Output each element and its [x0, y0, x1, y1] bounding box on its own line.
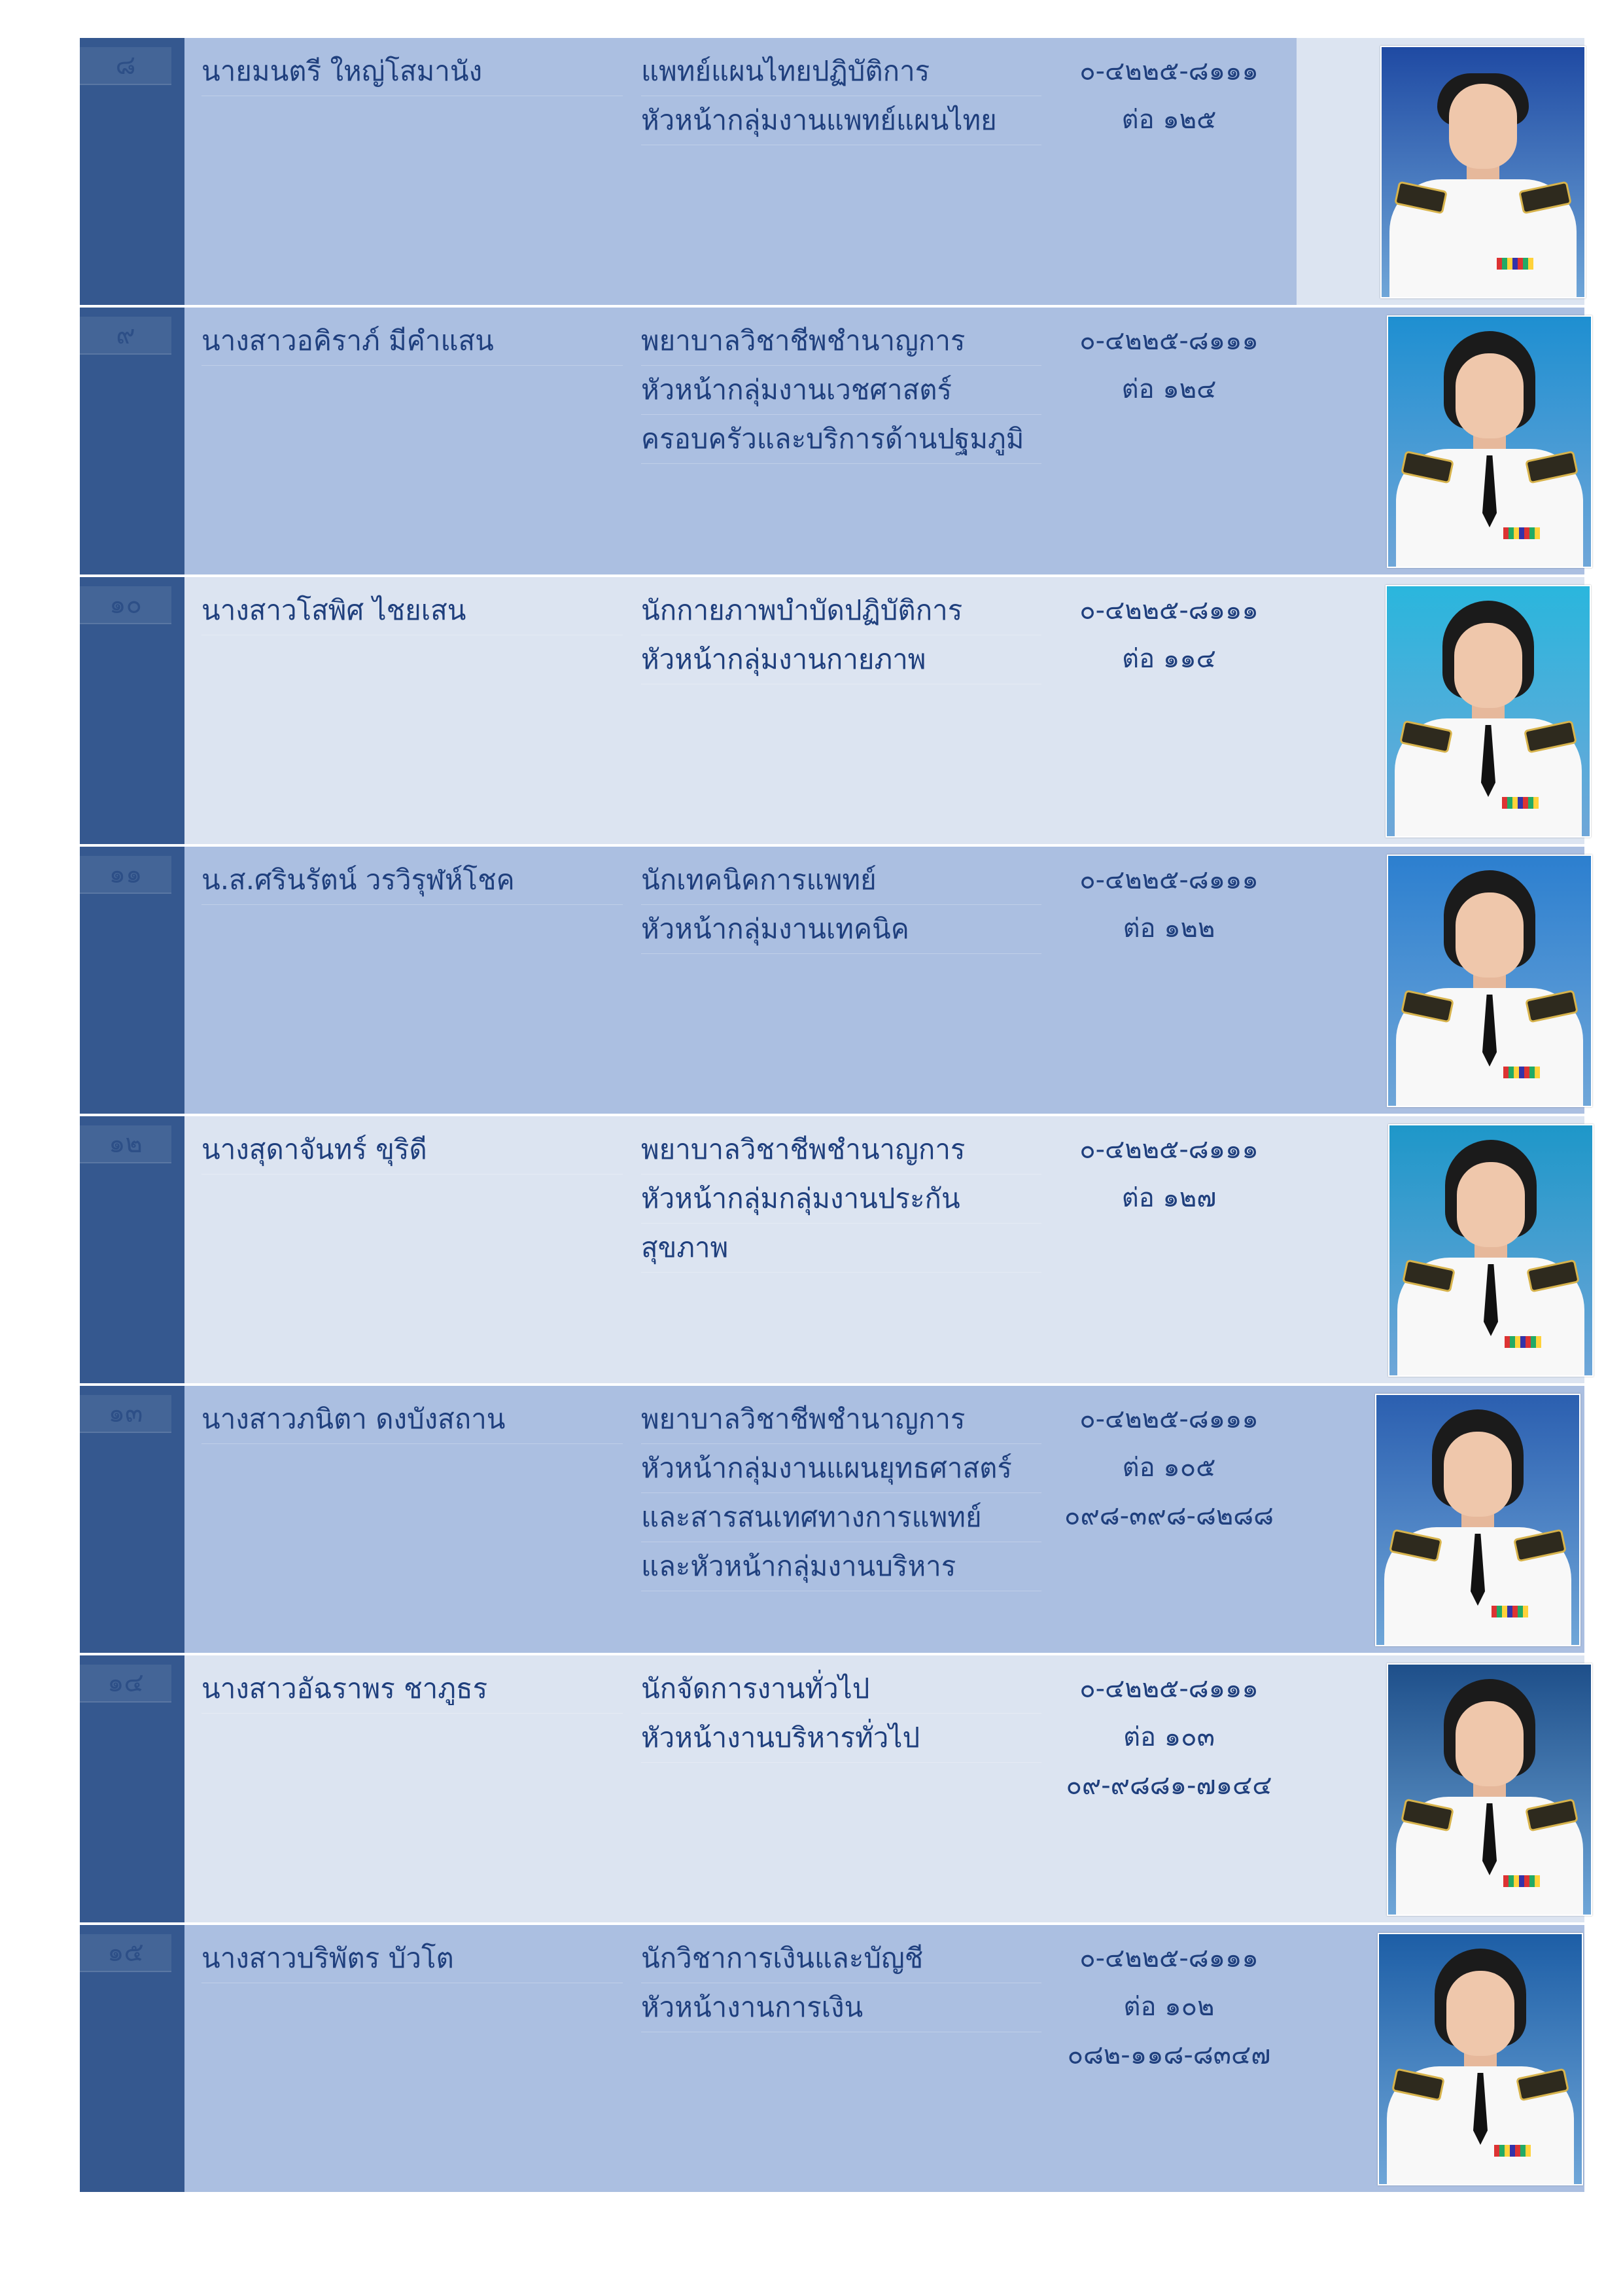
- portrait-photo: [1380, 46, 1586, 298]
- row-number-cell: [80, 1116, 184, 1383]
- phone-cell: [1041, 1925, 1297, 2192]
- portrait-photo: [1388, 1124, 1594, 1377]
- table-row: [80, 1116, 1584, 1386]
- row-number: ๑๔: [80, 1665, 171, 1703]
- position-line: และสารสนเทศทางการแพทย์: [641, 1493, 1041, 1542]
- phone-cell: [1041, 1386, 1297, 1653]
- staff-name: นางสาวบริพัตร บัวโต: [201, 1934, 623, 1983]
- phone-line: ต่อ ๑๑๔: [1122, 644, 1216, 674]
- phone-line: ๐-๔๒๒๕-๘๑๑๑: [1079, 56, 1259, 86]
- position-line: พยาบาลวิชาชีพชำนาญการ: [641, 1125, 1041, 1174]
- face: [1456, 892, 1524, 978]
- medal-ribbon: [1503, 1067, 1540, 1078]
- table-row: [80, 38, 1584, 308]
- phone-line: ๐-๔๒๒๕-๘๑๑๑: [1079, 1404, 1259, 1434]
- phone-line: ต่อ ๑๐๕: [1122, 1453, 1216, 1483]
- row-number: ๑๕: [80, 1934, 171, 1972]
- table-row: [80, 308, 1584, 577]
- row-number: ๑๓: [80, 1395, 171, 1433]
- photo-cell: [1297, 577, 1584, 844]
- row-number-cell: [80, 1655, 184, 1922]
- position-line: พยาบาลวิชาชีพชำนาญการ: [641, 1395, 1041, 1444]
- position-line: นักเทคนิคการแพทย์: [641, 856, 1041, 905]
- phone-line: ต่อ ๑๐๓: [1123, 1722, 1215, 1752]
- table-row: [80, 1925, 1584, 2195]
- row-number: ๙: [80, 317, 171, 355]
- phone-cell: [1041, 577, 1297, 844]
- position-line: หัวหน้างานบริหารทั่วไป: [641, 1714, 1041, 1763]
- medal-ribbon: [1502, 797, 1539, 809]
- phone-cell: [1041, 847, 1297, 1114]
- position-line: หัวหน้ากลุ่มงานแผนยุทธศาสตร์: [641, 1444, 1041, 1493]
- table-row: [80, 1655, 1584, 1925]
- position-cell: [623, 308, 1041, 574]
- phone-line: ต่อ ๑๒๗: [1121, 1183, 1217, 1213]
- photo-cell: [1297, 1655, 1584, 1922]
- phone-line: ๐-๔๒๒๕-๘๑๑๑: [1079, 326, 1259, 356]
- name-cell: [184, 38, 623, 305]
- phone-line: ต่อ ๑๒๕: [1121, 105, 1217, 135]
- staff-name: นางสาวอัฉราพร ชาภูธร: [201, 1665, 623, 1714]
- name-cell: [184, 1655, 623, 1922]
- medal-ribbon: [1497, 258, 1533, 270]
- portrait-photo: [1375, 1394, 1580, 1646]
- portrait-photo: [1387, 315, 1592, 568]
- phone-line: ๐-๔๒๒๕-๘๑๑๑: [1079, 1943, 1259, 1973]
- row-number-cell: [80, 847, 184, 1114]
- medal-ribbon: [1503, 1875, 1540, 1887]
- face: [1457, 1162, 1525, 1247]
- position-line: ครอบครัวและบริการด้านปฐมภูมิ: [641, 415, 1041, 464]
- position-cell: [623, 1386, 1041, 1653]
- medal-ribbon: [1505, 1336, 1541, 1348]
- position-cell: [623, 1655, 1041, 1922]
- row-number: ๑๑: [80, 856, 171, 894]
- phone-line: ๐-๔๒๒๕-๘๑๑๑: [1079, 1674, 1259, 1704]
- position-line: แพทย์แผนไทยปฏิบัติการ: [641, 47, 1041, 96]
- phone-cell: [1041, 38, 1297, 305]
- phone-line: ๐๙-๙๘๘๑-๗๑๔๔: [1066, 1771, 1272, 1801]
- phone-line: ๐-๔๒๒๕-๘๑๑๑: [1079, 595, 1259, 626]
- phone-line: ๐-๔๒๒๕-๘๑๑๑: [1079, 1135, 1259, 1165]
- staff-name: น.ส.ศรินรัตน์ วรวิรุฬห์โชค: [201, 856, 623, 905]
- phone-line: ๐๘๒-๑๑๘-๘๓๔๗: [1067, 2040, 1271, 2070]
- position-line: หัวหน้ากลุ่มงานเทคนิค: [641, 905, 1041, 954]
- medal-ribbon: [1492, 1606, 1528, 1617]
- photo-cell: [1297, 1925, 1584, 2192]
- phone-line: ๐-๔๒๒๕-๘๑๑๑: [1079, 865, 1259, 895]
- position-line: หัวหน้ากลุ่มงานกายภาพ: [641, 635, 1041, 684]
- table-row: [80, 1386, 1584, 1655]
- face: [1449, 84, 1517, 169]
- row-number-cell: [80, 1925, 184, 2192]
- portrait-photo: [1387, 855, 1592, 1107]
- name-cell: [184, 1925, 623, 2192]
- table-row: [80, 847, 1584, 1116]
- photo-cell: [1297, 38, 1584, 305]
- position-line: และหัวหน้ากลุ่มงานบริหาร: [641, 1542, 1041, 1591]
- staff-name: นางสุดาจันทร์ ขุริดี: [201, 1125, 623, 1174]
- position-cell: [623, 1925, 1041, 2192]
- name-cell: [184, 308, 623, 574]
- phone-line: ต่อ ๑๐๒: [1123, 1992, 1215, 2022]
- phone-cell: [1041, 1116, 1297, 1383]
- staff-name: นางสาวอคิราภ์ มีคำแสน: [201, 317, 623, 366]
- position-cell: [623, 1116, 1041, 1383]
- row-number-cell: [80, 1386, 184, 1653]
- phone-line: ต่อ ๑๒๒: [1123, 913, 1215, 944]
- face: [1456, 353, 1524, 438]
- row-number: ๑๒: [80, 1125, 171, 1163]
- position-line: นักวิชาการเงินและบัญชี: [641, 1934, 1041, 1983]
- phone-cell: [1041, 1655, 1297, 1922]
- staff-directory-table: [80, 38, 1584, 2195]
- staff-name: นายมนตรี ใหญ่โสมานัง: [201, 47, 623, 96]
- medal-ribbon: [1503, 527, 1540, 539]
- row-number-cell: [80, 38, 184, 305]
- row-number: ๘: [80, 47, 171, 85]
- position-line: หัวหน้ากลุ่มงานแพทย์แผนไทย: [641, 96, 1041, 145]
- position-cell: [623, 847, 1041, 1114]
- position-cell: [623, 577, 1041, 844]
- position-line: พยาบาลวิชาชีพชำนาญการ: [641, 317, 1041, 366]
- portrait-photo: [1386, 585, 1591, 838]
- medal-ribbon: [1494, 2145, 1531, 2157]
- staff-name: นางสาวโสพิศ ไชยเสน: [201, 586, 623, 635]
- name-cell: [184, 1386, 623, 1653]
- table-row: [80, 577, 1584, 847]
- name-cell: [184, 1116, 623, 1383]
- phone-cell: [1041, 308, 1297, 574]
- photo-cell: [1297, 1386, 1584, 1653]
- name-cell: [184, 577, 623, 844]
- phone-line: ๐๙๘-๓๙๘-๘๒๘๘: [1064, 1501, 1274, 1531]
- position-line: หัวหน้างานการเงิน: [641, 1983, 1041, 2032]
- portrait-photo: [1387, 1663, 1592, 1916]
- phone-line: ต่อ ๑๒๔: [1121, 374, 1217, 404]
- position-line: หัวหน้ากลุ่มกลุ่มงานประกัน: [641, 1174, 1041, 1224]
- position-line: สุขภาพ: [641, 1224, 1041, 1273]
- row-number: ๑๐: [80, 586, 171, 624]
- face: [1444, 1432, 1512, 1517]
- position-cell: [623, 38, 1041, 305]
- position-line: นักจัดการงานทั่วไป: [641, 1665, 1041, 1714]
- row-number-cell: [80, 308, 184, 574]
- face: [1456, 1701, 1524, 1786]
- photo-cell: [1297, 847, 1584, 1114]
- position-line: หัวหน้ากลุ่มงานเวชศาสตร์: [641, 366, 1041, 415]
- position-line: นักกายภาพบำบัดปฏิบัติการ: [641, 586, 1041, 635]
- row-number-cell: [80, 577, 184, 844]
- photo-cell: [1297, 308, 1584, 574]
- staff-name: นางสาวภนิตา ดงบังสถาน: [201, 1395, 623, 1444]
- face: [1454, 623, 1522, 708]
- photo-cell: [1297, 1116, 1584, 1383]
- portrait-photo: [1378, 1933, 1583, 2185]
- face: [1446, 1971, 1514, 2056]
- name-cell: [184, 847, 623, 1114]
